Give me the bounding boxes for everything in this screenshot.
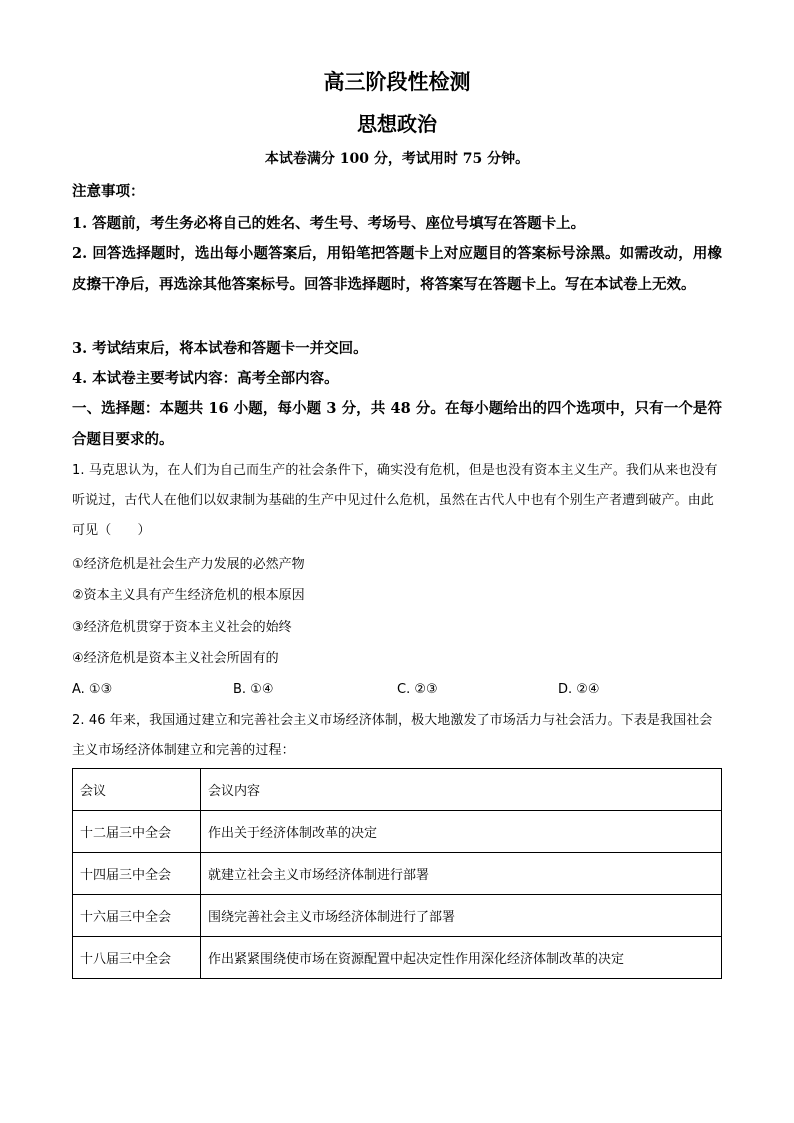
table-cell-meeting: 十六届三中全会: [73, 895, 201, 937]
table-row: [73, 853, 722, 895]
question-1-stem: 1. 马克思认为，在人们为自己而生产的社会条件下，确实没有危机，但是也没有资本主义生产。我们从来也没有听说过，古代人在他们以奴隶制为基础的生产中见过什么危机，虽然在古代人中也有个别生产者遭到破产。由此可见（ ）: [72, 463, 718, 538]
q1-statement-1: ①经济危机是社会生产力发展的必然产物: [72, 557, 305, 572]
q1-choice-d: D. ②④: [558, 682, 600, 697]
table-cell-content: 围绕完善社会主义市场经济体制进行了部署: [201, 895, 722, 937]
note-item-4: 4. 本试卷主要考试内容：高考全部内容。: [72, 370, 339, 387]
exam-info: 本试卷满分 100 分，考试用时 75 分钟。: [264, 151, 530, 167]
note-item-2: 2. 回答选择题时，选出每小题答案后，用铅笔把答题卡上对应题目的答案标号涂黑。如需改动，用橡皮擦干净后，再选涂其他答案标号。回答非选择题时，将答案写在答题卡上。写在本试卷上无效。: [72, 245, 722, 293]
q1-choice-c: C. ②③: [397, 682, 438, 697]
table-cell-meeting: 十二届三中全会: [73, 811, 201, 853]
table-cell-content: 作出关于经济体制改革的决定: [201, 811, 722, 853]
meetings-table: [72, 768, 722, 979]
table-header-row: [73, 769, 722, 811]
notes-heading: 注意事项：: [72, 183, 145, 200]
q1-choice-b: B. ①④: [233, 682, 274, 697]
table-row: [73, 937, 722, 979]
table-row: [73, 895, 722, 937]
table-cell-content: 就建立社会主义市场经济体制进行部署: [201, 853, 722, 895]
table-cell-content: 作出紧紧围绕使市场在资源配置中起决定性作用深化经济体制改革的决定: [201, 937, 722, 979]
table-cell-meeting: 十四届三中全会: [73, 853, 201, 895]
q1-statement-4: ④经济危机是资本主义社会所固有的: [72, 651, 279, 666]
table-header-cell: 会议: [73, 769, 201, 811]
table-cell-meeting: 十八届三中全会: [73, 937, 201, 979]
note-item-3: 3. 考试结束后，将本试卷和答题卡一并交回。: [72, 340, 368, 357]
q1-statement-2: ②资本主义具有产生经济危机的根本原因: [72, 588, 305, 603]
question-2-stem: 2. 46 年来，我国通过建立和完善社会主义市场经济体制，极大地激发了市场活力与社会活力。下表是我国社会主义市场经济体制建立和完善的过程：: [72, 713, 713, 758]
q1-choice-a: A. ①③: [72, 682, 113, 697]
table-row: [73, 811, 722, 853]
note-item-1: 1. 答题前，考生务必将自己的姓名、考生号、考场号、座位号填写在答题卡上。: [72, 215, 586, 232]
subject-title: 思想政治: [357, 112, 437, 136]
section-heading: 一、选择题：本题共 16 小题，每小题 3 分，共 48 分。在每小题给出的四个选项中，只有一个是符合题目要求的。: [72, 400, 722, 448]
exam-title: 高三阶段性检测: [323, 69, 471, 94]
table-header-cell: 会议内容: [201, 769, 722, 811]
q1-statement-3: ③经济危机贯穿于资本主义社会的始终: [72, 620, 292, 635]
